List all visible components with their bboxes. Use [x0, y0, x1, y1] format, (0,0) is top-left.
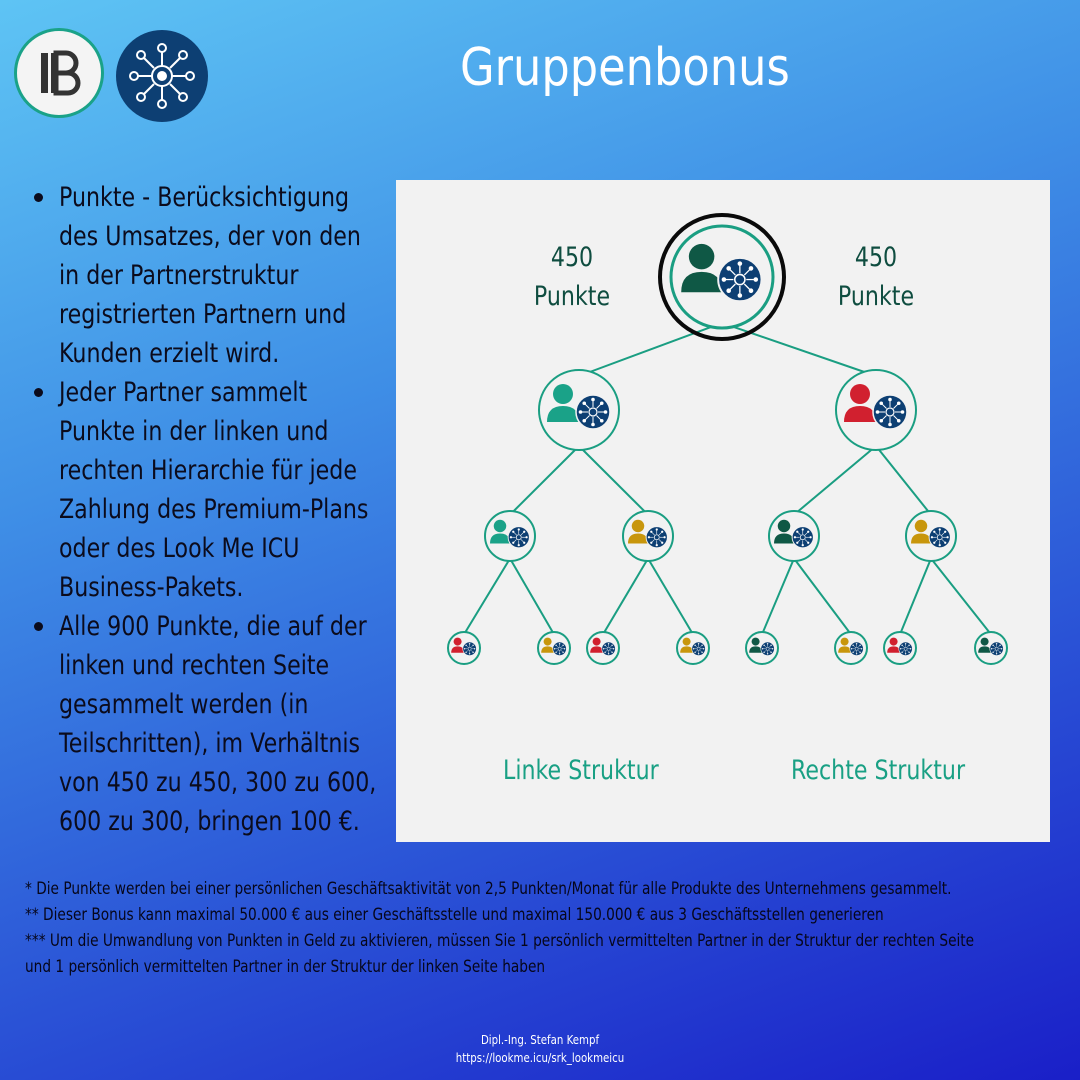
left-points-label: 450 Punkte [533, 242, 611, 312]
network-badge-icon [469, 653, 470, 654]
network-badge-icon [851, 648, 852, 649]
tree-connector [510, 446, 579, 515]
network-badge-icon [861, 648, 862, 649]
network-badge-icon [604, 652, 605, 653]
partner-node [746, 632, 778, 664]
network-badge-icon [600, 419, 604, 423]
network-badge-icon [992, 652, 993, 653]
network-badge-icon [648, 536, 650, 538]
network-badge-icon [512, 531, 514, 533]
network-badge-icon [604, 645, 605, 646]
network-badge-icon [856, 653, 857, 654]
network-badge-icon [555, 645, 556, 646]
right-structure-label: Rechte Struktur [791, 755, 966, 786]
network-badge-icon [582, 419, 586, 423]
network-badge-icon [992, 645, 993, 646]
person-icon [454, 638, 462, 646]
network-badge-icon [796, 531, 798, 533]
network-badge-icon [650, 531, 652, 533]
network-badge-icon [901, 410, 905, 414]
network-badge-icon [946, 536, 948, 538]
tree-connector [762, 559, 794, 635]
bullet-item: Alle 900 Punkte, die auf der linken und rechten Seite gesammelt werden (in Teilschritten), im Verhältnis von 450 zu 450, 300 zu 600, 600 zu 300, bringen 100 €. [28, 607, 388, 841]
network-badge-icon [802, 544, 804, 546]
network-badge-icon [796, 542, 798, 544]
network-badge-icon [905, 643, 906, 644]
network-badge-icon [608, 653, 609, 654]
partner-node [836, 370, 916, 450]
tree-connector [722, 323, 876, 376]
network-badge-icon [474, 648, 475, 649]
network-badge-icon [944, 542, 946, 544]
network-badge-icon [726, 266, 731, 271]
network-badge-icon [802, 528, 804, 530]
partner-node [975, 632, 1007, 664]
person-icon [915, 520, 928, 533]
network-badge-icon [996, 653, 997, 654]
partner-node [769, 511, 819, 561]
network-badge-icon [807, 531, 809, 533]
network-badge-icon [600, 401, 604, 405]
tree-svg [396, 180, 1050, 842]
tree-connector [510, 559, 554, 635]
network-badge-icon [698, 643, 699, 644]
network-badge-icon [465, 652, 466, 653]
network-badge-icon [1001, 648, 1002, 649]
tree-connector [794, 446, 876, 515]
footnote: und 1 persönlich vermittelten Partner in der Struktur der linken Seite haben [25, 957, 546, 976]
network-badge-icon [722, 277, 727, 282]
partner-node [884, 632, 916, 664]
network-badge-icon [996, 643, 997, 644]
network-badge-icon [701, 652, 702, 653]
network-badge-icon [525, 536, 527, 538]
left-structure-label: Linke Struktur [503, 755, 659, 786]
network-badge-icon [767, 653, 768, 654]
partner-node [448, 632, 480, 664]
network-badge-icon [694, 645, 695, 646]
network-badge-icon [897, 419, 901, 423]
network-badge-icon [910, 648, 911, 649]
network-icon [116, 30, 208, 122]
network-badge-icon [794, 536, 796, 538]
network-badge-icon [562, 652, 563, 653]
person-icon [593, 638, 601, 646]
network-badge-icon [738, 261, 743, 266]
footer-author: Dipl.-Ing. Stefan Kempf [480, 1033, 600, 1047]
network-badge-icon [809, 536, 811, 538]
network-badge-icon [603, 648, 604, 649]
network-badge-icon [991, 648, 992, 649]
network-badge-icon [663, 536, 665, 538]
network-badge-icon [698, 653, 699, 654]
b-logo [14, 28, 104, 118]
bullet-list [28, 178, 388, 841]
network-badge-icon [512, 542, 514, 544]
network-badge-icon [852, 652, 853, 653]
network-logo [116, 30, 208, 122]
tree-connector [603, 559, 648, 635]
person-icon [841, 638, 849, 646]
network-badge-icon [762, 648, 763, 649]
network-badge-icon [901, 645, 902, 646]
footnote: ** Dieser Bonus kann maximal 50.000 € aus einer Geschäftsstelle und maximal 150.000 € aus 3 Geschäftsstellen generieren [25, 905, 884, 924]
network-badge-icon [582, 401, 586, 405]
network-badge-icon [900, 648, 901, 649]
person-icon [683, 638, 691, 646]
network-badge-icon [852, 645, 853, 646]
network-badge-icon [876, 410, 880, 414]
network-badge-icon [518, 544, 520, 546]
footer [0, 1031, 1080, 1067]
network-badge-icon [939, 544, 941, 546]
network-badge-icon [608, 643, 609, 644]
partner-node [835, 632, 867, 664]
network-badge-icon [611, 645, 612, 646]
tree-connector [794, 559, 851, 635]
page-title: Gruppenbonus [460, 38, 790, 98]
network-badge-icon [693, 648, 694, 649]
network-badge-icon [703, 648, 704, 649]
network-badge-icon [650, 542, 652, 544]
network-badge-icon [859, 652, 860, 653]
person-icon [890, 638, 898, 646]
network-badge-icon [879, 419, 883, 423]
person-icon [494, 520, 507, 533]
network-badge-icon [905, 653, 906, 654]
network-badge-icon [579, 410, 583, 414]
bullet-item: Punkte - Berücksichtigung des Umsatzes, der von den in der Partnerstruktur registrierten Partnern und Kunden erzielt wird. [28, 178, 388, 373]
network-badge-icon [604, 410, 608, 414]
person-icon [778, 520, 791, 533]
network-badge-icon [591, 398, 595, 402]
network-badge-icon [753, 277, 758, 282]
network-badge-icon [694, 652, 695, 653]
network-badge-icon [555, 652, 556, 653]
partner-node [485, 511, 535, 561]
network-badge-icon [856, 643, 857, 644]
network-badge-icon [562, 645, 563, 646]
binary-tree-diagram [396, 180, 1050, 842]
network-badge-icon [908, 645, 909, 646]
right-points-label: 450 Punkte [837, 242, 915, 312]
network-badge-icon [888, 423, 892, 427]
network-badge-icon [656, 528, 658, 530]
footnote: * Die Punkte werden bei einer persönlichen Geschäftsaktivität von 2,5 Punkten/Monat für alle Produkte des Unternehmens gesammelt. [25, 879, 952, 898]
network-badge-icon [661, 531, 663, 533]
network-badge-icon [472, 652, 473, 653]
tree-connector [931, 559, 991, 635]
network-badge-icon [931, 536, 933, 538]
network-badge-icon [554, 648, 555, 649]
person-icon [544, 638, 552, 646]
network-badge-icon [749, 266, 754, 271]
person-icon [689, 244, 715, 270]
partner-node [677, 632, 709, 664]
network-badge-icon [749, 288, 754, 293]
network-badge-icon [472, 645, 473, 646]
network-badge-icon [613, 648, 614, 649]
network-badge-icon [523, 542, 525, 544]
network-badge-icon [469, 643, 470, 644]
network-badge-icon [859, 645, 860, 646]
partner-node [538, 632, 570, 664]
tree-connector [876, 446, 931, 515]
tree-connector [900, 559, 931, 635]
footer-url[interactable]: https://lookme.icu/srk_lookmeicu [455, 1051, 625, 1065]
network-badge-icon [933, 542, 935, 544]
network-badge-icon [738, 293, 743, 298]
network-badge-icon [518, 528, 520, 530]
tree-connector [579, 446, 648, 515]
network-badge-icon [656, 544, 658, 546]
network-badge-icon [999, 645, 1000, 646]
network-badge-icon [772, 648, 773, 649]
person-icon [981, 638, 989, 646]
person-icon [850, 384, 870, 404]
network-badge-icon [933, 531, 935, 533]
network-badge-icon [559, 653, 560, 654]
person-icon [632, 520, 645, 533]
bullet-item: Jeder Partner sammelt Punkte in der linken und rechten Hierarchie für jede Zahlung des Premium-Plans oder des Look Me ICU Business-Pakets. [28, 373, 388, 607]
network-badge-icon [908, 652, 909, 653]
network-badge-icon [763, 645, 764, 646]
network-badge-icon [559, 643, 560, 644]
network-badge-icon [939, 528, 941, 530]
network-badge-icon [999, 652, 1000, 653]
tree-connector [464, 559, 510, 635]
footnote: *** Um die Umwandlung von Punkten in Geld zu aktivieren, müssen Sie 1 persönlich vermittelten Partner in der Struktur der rechten Seite [25, 931, 975, 950]
network-badge-icon [901, 652, 902, 653]
network-badge-icon [944, 531, 946, 533]
network-badge-icon [701, 645, 702, 646]
network-badge-icon [897, 401, 901, 405]
person-icon [553, 384, 573, 404]
network-badge-icon [591, 423, 595, 427]
network-badge-icon [888, 398, 892, 402]
network-badge-icon [726, 288, 731, 293]
network-badge-icon [465, 645, 466, 646]
network-badge-icon [523, 531, 525, 533]
network-badge-icon [879, 401, 883, 405]
footnotes [25, 876, 1021, 980]
network-badge-icon [464, 648, 465, 649]
partner-node [539, 370, 619, 450]
network-badge-icon [661, 542, 663, 544]
partner-node [623, 511, 673, 561]
network-badge-icon [807, 542, 809, 544]
network-badge-icon [564, 648, 565, 649]
tree-connector [648, 559, 693, 635]
b-logo-icon [17, 31, 101, 115]
network-badge-icon [770, 645, 771, 646]
partner-node [587, 632, 619, 664]
tree-connector [579, 323, 722, 376]
network-badge-icon [510, 536, 512, 538]
network-badge-icon [767, 643, 768, 644]
partner-node [671, 226, 773, 328]
network-badge-icon [770, 652, 771, 653]
network-badge-icon [763, 652, 764, 653]
partner-node [906, 511, 956, 561]
person-icon [752, 638, 760, 646]
network-badge-icon [611, 652, 612, 653]
